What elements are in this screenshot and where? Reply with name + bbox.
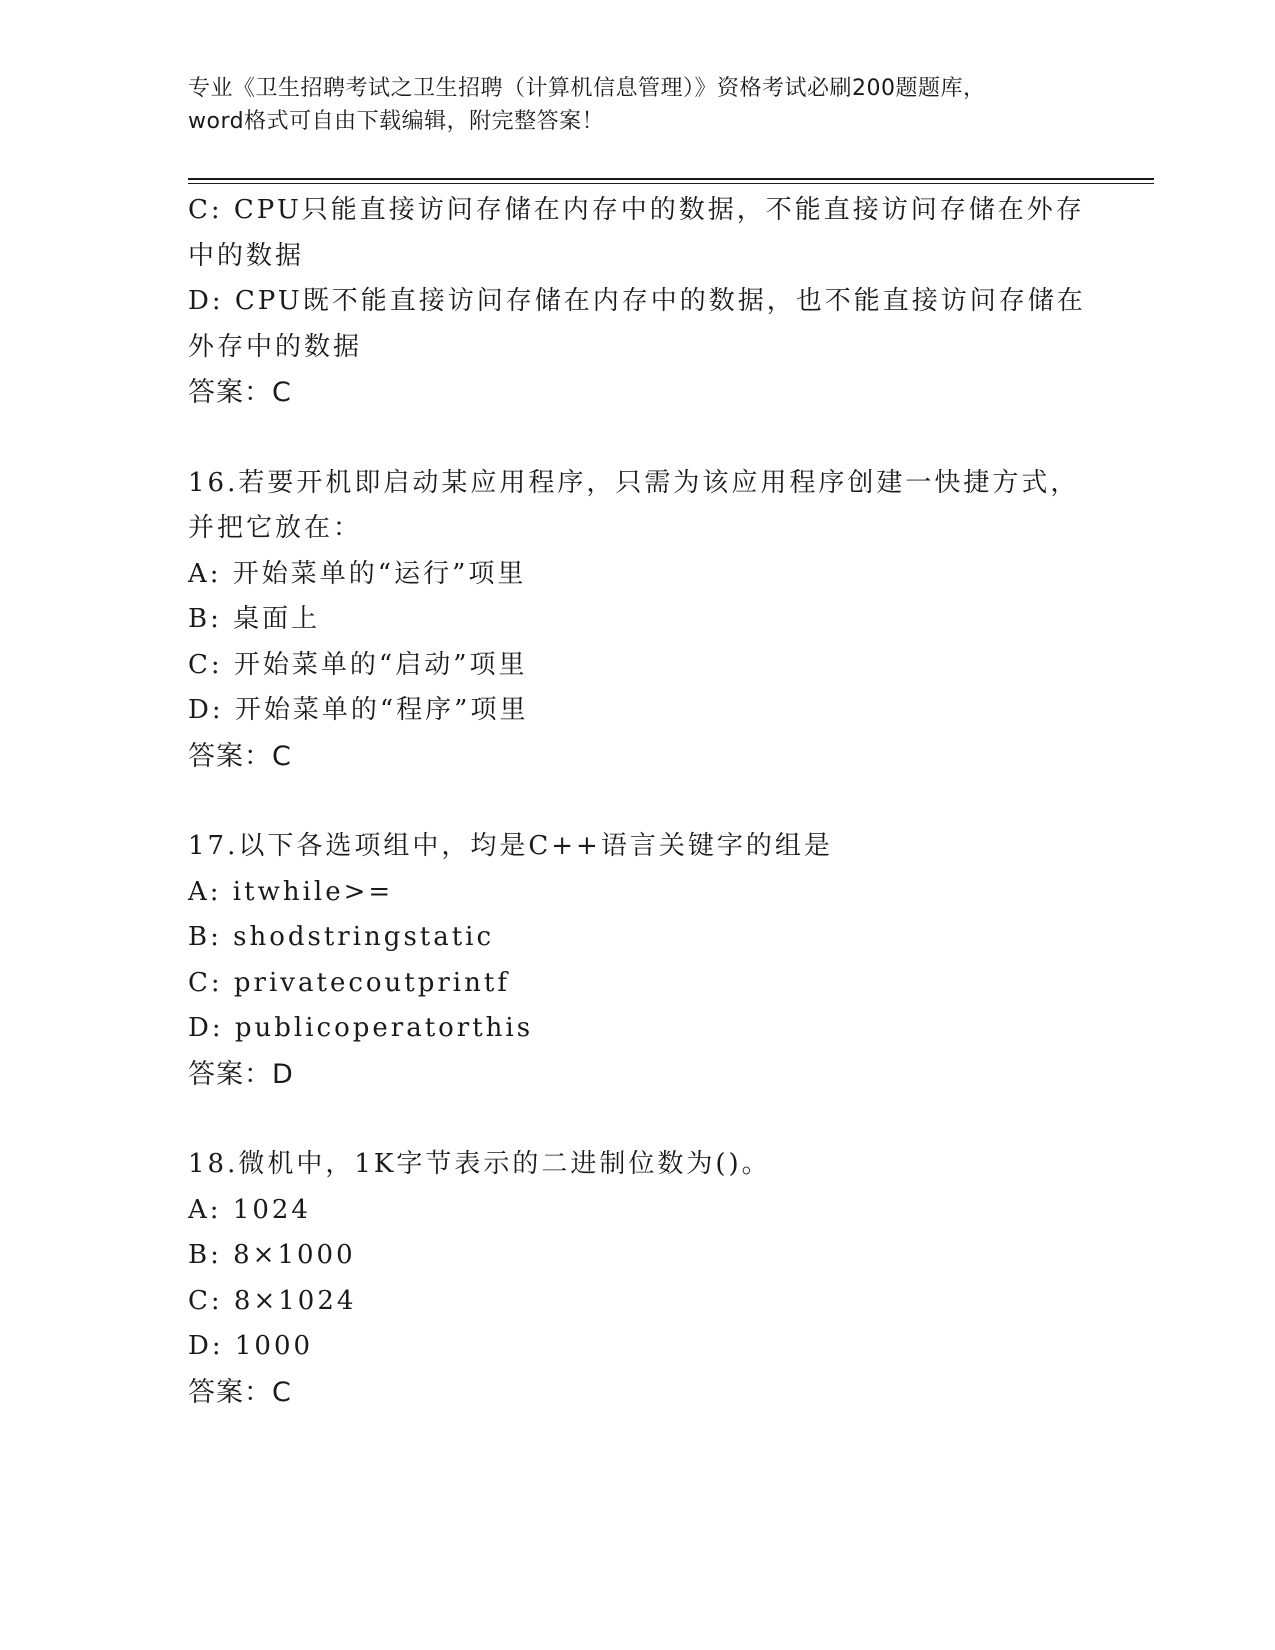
option-c-line-1: C: CPU只能直接访问存储在内存中的数据，不能直接访问存储在外存 [188,195,1085,225]
option-b: B: shodstringstatic [188,922,495,952]
option-c: C: 开始菜单的“启动”项里 [188,649,528,680]
header-line-2: word格式可自由下载编辑，附完整答案！ [188,109,605,134]
question-stem: 17.以下各选项组中，均是C++语言关键字的组是 [188,831,833,861]
option-c: C: privatecoutprintf [188,967,510,998]
option-d-line-2: 外存中的数据 [188,331,363,362]
document-header [188,72,1088,138]
question-18 [188,1142,1088,1415]
answer-line: 答案：C [188,377,292,408]
question-17 [188,824,1088,1097]
option-c: C: 8×1024 [188,1285,357,1316]
option-c-line-2: 中的数据 [188,240,305,271]
option-d: D: 开始菜单的“程序”项里 [188,695,529,725]
header-line-1: 专业《卫生招聘考试之卫生招聘（计算机信息管理）》资格考试必刷200题题库， [188,76,986,101]
option-a: A: itwhile>= [188,876,394,907]
question-stem: 18.微机中，1K字节表示的二进制位数为()。 [188,1149,771,1179]
question-16 [188,461,1088,780]
answer-line: 答案：C [188,1376,292,1408]
header-divider-thin [188,183,1154,184]
option-a: A: 1024 [188,1194,311,1225]
question-stem: 16.若要开机即启动某应用程序，只需为该应用程序创建一快捷方式， [188,467,1080,498]
option-d-line-1: D: CPU既不能直接访问存储在内存中的数据，也不能直接访问存储在 [188,286,1086,316]
question-content [188,188,1088,1415]
header-divider-thick [188,178,1154,180]
prev-question-block [188,188,1088,416]
option-d: D: 1000 [188,1331,314,1361]
answer-line: 答案：D [188,1058,294,1090]
question-stem: 并把它放在： [188,513,363,543]
option-d: D: publicoperatorthis [188,1013,534,1043]
option-b: B: 桌面上 [188,604,321,634]
answer-line: 答案：C [188,740,292,772]
option-b: B: 8×1000 [188,1240,356,1270]
option-a: A: 开始菜单的“运行”项里 [188,558,527,589]
